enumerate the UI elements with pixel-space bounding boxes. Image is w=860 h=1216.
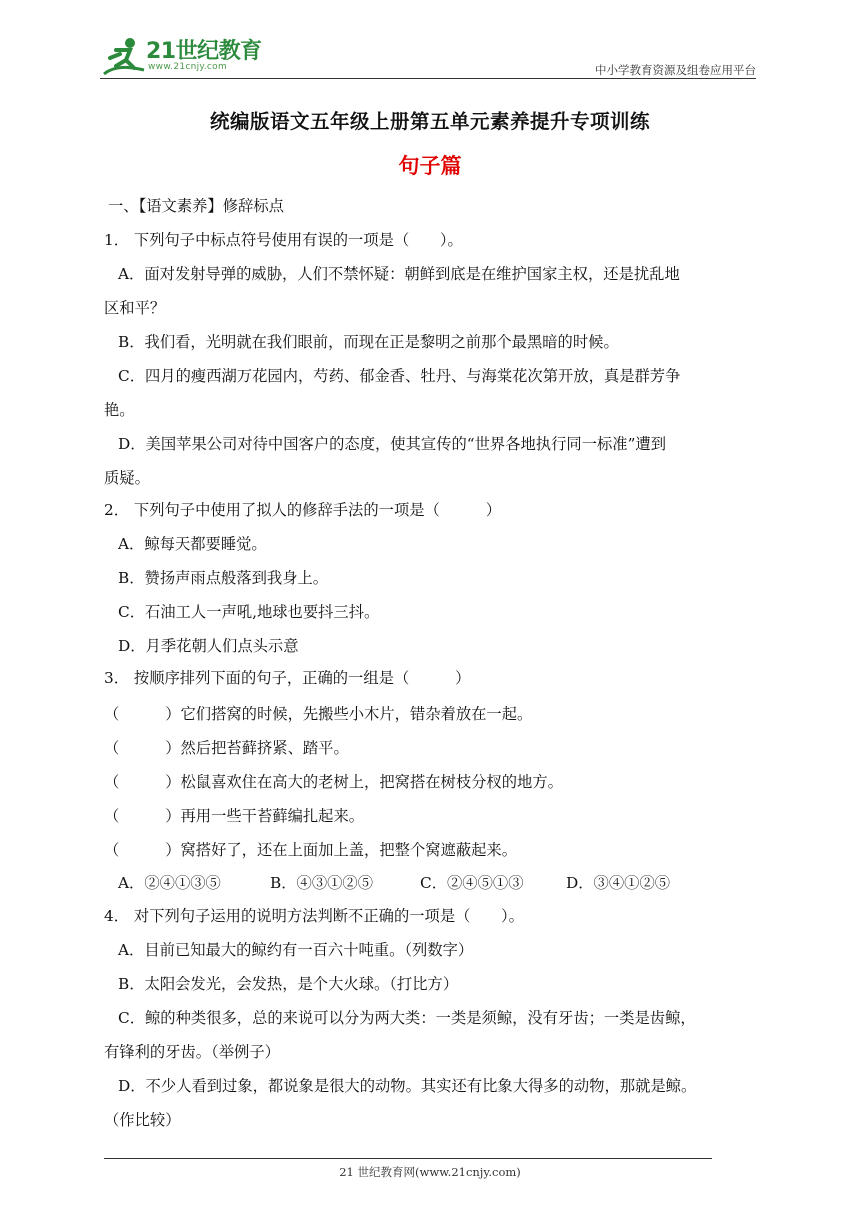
q4-option-d-cont: （作比较） [104, 1111, 181, 1129]
footer-divider [104, 1158, 712, 1159]
platform-label: 中小学教育资源及组卷应用平台 [595, 63, 756, 77]
q1-option-b: B．我们看，光明就在我们眼前，而现在正是黎明之前那个最黑暗的时候。 [118, 333, 619, 351]
q3-option-c: C．②④⑤①③ [420, 874, 524, 892]
q1-option-c-cont: 艳。 [104, 401, 135, 419]
q2-option-b: B．赞扬声雨点般落到我身上。 [118, 569, 329, 587]
q3-sentence-3: （ ）松鼠喜欢住在高大的老树上，把窝搭在树枝分杈的地方。 [104, 773, 563, 791]
q3-option-d: D．③④①②⑤ [566, 874, 671, 892]
section-heading: 一、【语文素养】修辞标点 [108, 197, 284, 215]
q3-options [118, 873, 670, 893]
question-2: 2． 下列句子中使用了拟人的修辞手法的一项是（ ） [104, 501, 502, 519]
page-footer: 21 世纪教育网(www.21cnjy.com) [339, 1165, 521, 1179]
q3-sentence-5: （ ）窝搭好了，还在上面加上盖，把整个窝遮蔽起来。 [104, 841, 518, 859]
q1-option-d: D．美国苹果公司对待中国客户的态度，使其宣传的“世界各地执行同一标准”遭到 [118, 435, 667, 453]
q2-option-d: D．月季花朝人们点头示意 [118, 637, 299, 655]
q3-sentence-2: （ ）然后把苔藓挤紧、踏平。 [104, 739, 349, 757]
page-subtitle: 句子篇 [398, 153, 462, 178]
page-header [100, 30, 756, 80]
q4-option-c-cont: 有锋利的牙齿。（举例子） [104, 1043, 280, 1061]
question-3: 3． 按顺序排列下面的句子，正确的一组是（ ） [104, 669, 471, 687]
q3-option-b: B．④③①②⑤ [270, 874, 374, 892]
question-4: 4． 对下列句子运用的说明方法判断不正确的一项是（ ）。 [104, 907, 524, 925]
q4-option-c: C．鲸的种类很多，总的来说可以分为两大类：一类是须鲸，没有牙齿；一类是齿鲸， [118, 1009, 696, 1027]
q1-option-a: A．面对发射导弹的威胁，人们不禁怀疑：朝鲜到底是在维护国家主权，还是扰乱地 [118, 265, 680, 283]
logo-url: www.21cnjy.com [148, 62, 228, 72]
q2-option-c: C．石油工人一声吼,地球也要抖三抖。 [118, 603, 380, 621]
q3-sentence-4: （ ）再用一些干苔藓编扎起来。 [104, 807, 365, 825]
q2-option-a: A．鲸每天都要睡觉。 [118, 535, 267, 553]
question-1: 1． 下列句子中标点符号使用有误的一项是（ ）。 [104, 231, 463, 249]
q3-option-a: A．②④①③⑤ [118, 874, 221, 892]
q4-option-a: A．目前已知最大的鲸约有一百六十吨重。（列数字） [118, 941, 474, 959]
q4-option-b: B．太阳会发光，会发热，是个大火球。（打比方） [118, 975, 459, 993]
logo-text: 21世纪教育 [146, 39, 262, 64]
q1-option-d-cont: 质疑。 [104, 469, 150, 487]
q3-sentence-1: （ ）它们搭窝的时候，先搬些小木片，错杂着放在一起。 [104, 705, 533, 723]
header-divider [100, 78, 756, 79]
page-title: 统编版语文五年级上册第五单元素养提升专项训练 [209, 110, 650, 133]
q1-option-a-cont: 区和平？ [104, 299, 166, 317]
q1-option-c: C．四月的瘦西湖万花园内，芍药、郁金香、牡丹、与海棠花次第开放，真是群芳争 [118, 367, 681, 385]
logo [100, 36, 270, 78]
runner-logo-icon [100, 36, 146, 78]
q4-option-d: D．不少人看到过象，都说象是很大的动物。其实还有比象大得多的动物，那就是鲸。 [118, 1077, 697, 1095]
